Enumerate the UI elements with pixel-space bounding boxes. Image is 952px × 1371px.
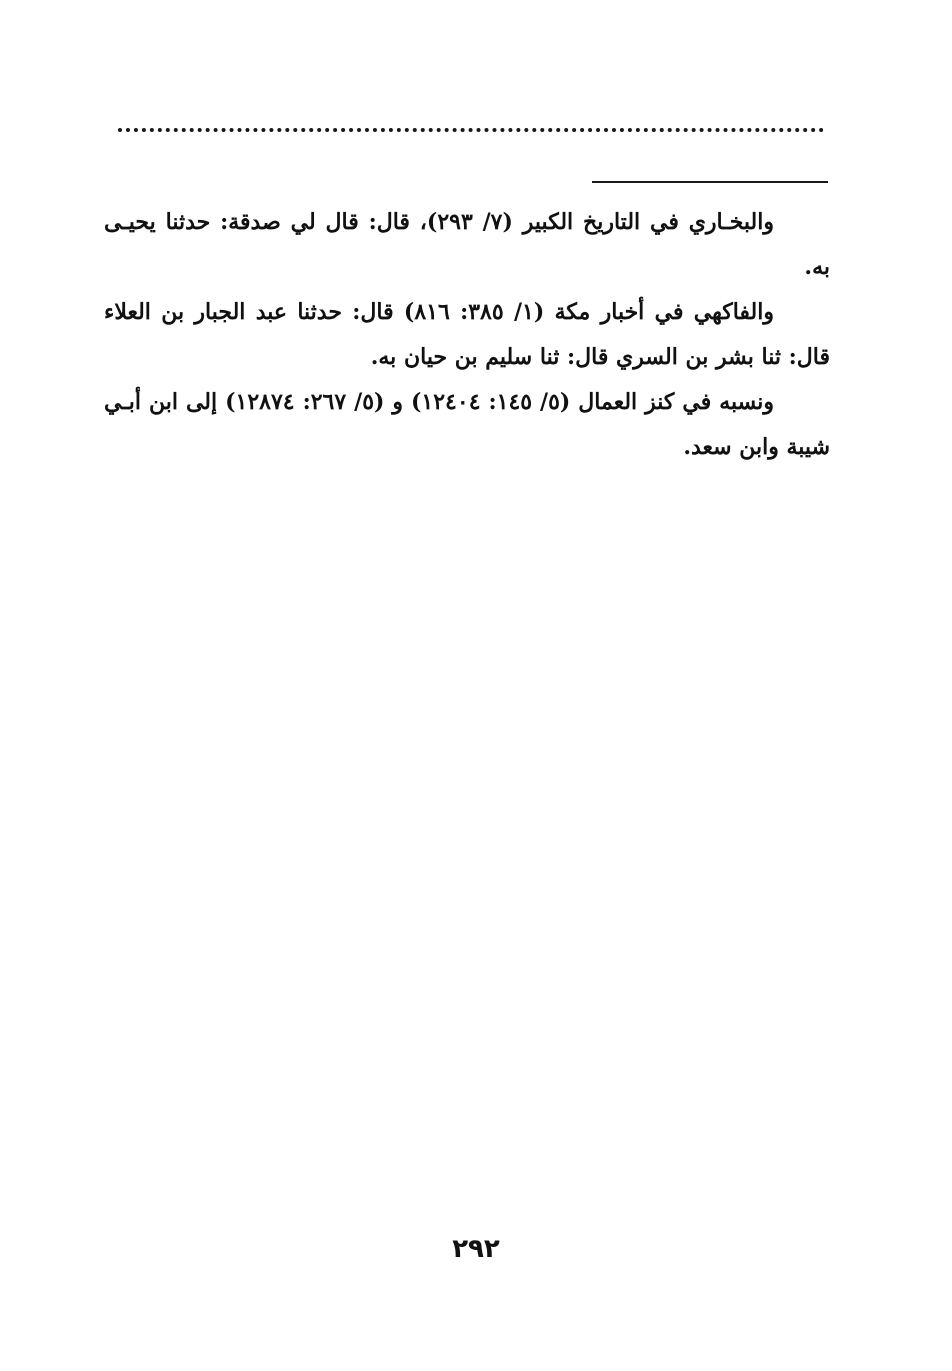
footnote-fakihi: والفاكهي في أخبار مكة (١/ ٣٨٥: ٨١٦) قال: حدثنا عبد الجبار بن العلاء قال: ثنا بشر بن السري قال: ثنا سليم بن حيان به. — [104, 299, 830, 370]
footnotes-block — [104, 200, 830, 470]
dotted-separator — [118, 128, 824, 132]
footnote-kanz-al-ummal: ونسبه في كنز العمال (٥/ ١٤٥: ١٢٤٠٤) و (٥/ ٢٦٧: ١٢٨٧٤) إلى ابن أبـي شيبة وابن سعد. — [104, 389, 830, 460]
footnote-separator-line — [592, 181, 828, 183]
page-number: ٢٩٢ — [452, 1234, 500, 1264]
footnote-bukhari: والبخـاري في التاريخ الكبير (٧/ ٢٩٣)، قال: قال لي صدقة: حدثنا يحيـى به. — [104, 209, 830, 280]
